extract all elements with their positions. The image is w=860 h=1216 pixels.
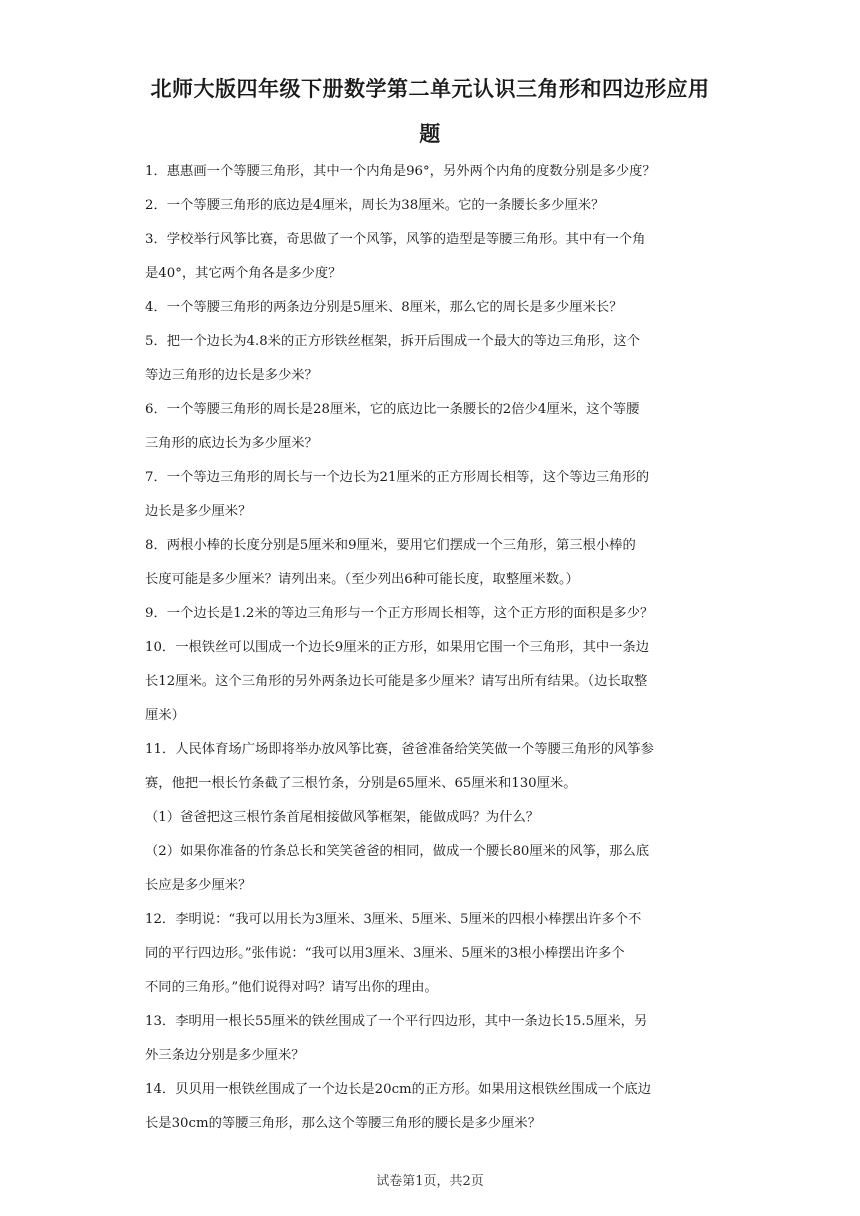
question-line: 1．惠惠画一个等腰三角形，其中一个内角是96°，另外两个内角的度数分别是多少度？ xyxy=(145,164,656,179)
question-line: 5．把一个边长为4.8米的正方形铁丝框架，拆开后围成一个最大的等边三角形，这个 xyxy=(145,334,640,349)
question-line: 长12厘米。这个三角形的另外两条边长可能是多少厘米？请写出所有结果。（边长取整 xyxy=(145,674,648,689)
question-line: 11．人民体育场广场即将举办放风筝比赛，爸爸准备给笑笑做一个等腰三角形的风筝参 xyxy=(145,742,654,757)
page-footer: 试卷第1页，共2页 xyxy=(376,1174,484,1189)
page-title-continued: 题 xyxy=(419,122,441,146)
question-line: 长度可能是多少厘米？请列出来。（至少列出6种可能长度，取整厘米数。） xyxy=(145,572,579,587)
question-line: 6．一个等腰三角形的周长是28厘米，它的底边比一条腰长的2倍少4厘米，这个等腰 xyxy=(145,402,640,417)
question-line: 同的平行四边形。”张伟说：“我可以用3厘米、3厘米、5厘米的3根小棒摆出许多个 xyxy=(145,946,625,961)
page-title: 北师大版四年级下册数学第二单元认识三角形和四边形应用 xyxy=(150,77,710,101)
question-line: 3．学校举行风筝比赛，奇思做了一个风筝，风筝的造型是等腰三角形。其中有一个角 xyxy=(145,232,646,247)
question-line: 厘米） xyxy=(145,708,185,723)
question-line: 等边三角形的边长是多少米？ xyxy=(145,368,318,383)
question-line: 赛，他把一根长竹条截了三根竹条，分别是65厘米、65厘米和130厘米。 xyxy=(145,776,577,791)
question-line: 是40°，其它两个角各是多少度？ xyxy=(145,266,342,281)
question-line: 10．一根铁丝可以围成一个边长9厘米的正方形，如果用它围一个三角形，其中一条边 xyxy=(145,640,650,655)
question-line: 边长是多少厘米？ xyxy=(145,504,252,519)
question-line: 4．一个等腰三角形的两条边分别是5厘米、8厘米，那么它的周长是多少厘米长？ xyxy=(145,300,623,315)
question-line: 2．一个等腰三角形的底边是4厘米，周长为38厘米。它的一条腰长多少厘米？ xyxy=(145,198,605,213)
question-line: 14．贝贝用一根铁丝围成了一个边长是20cm的正方形。如果用这根铁丝围成一个底边 xyxy=(145,1082,651,1097)
question-line: 13．李明用一根长55厘米的铁丝围成了一个平行四边形，其中一条边长15.5厘米，另 xyxy=(145,1014,648,1029)
question-line: 8．两根小棒的长度分别是5厘米和9厘米，要用它们摆成一个三角形，第三根小棒的 xyxy=(145,538,636,553)
question-line: （1）爸爸把这三根竹条首尾相接做风筝框架，能做成吗？为什么？ xyxy=(145,810,540,825)
question-list xyxy=(145,155,720,1141)
question-line: 不同的三角形。”他们说得对吗？请写出你的理由。 xyxy=(145,980,438,995)
question-line: （2）如果你准备的竹条总长和笑笑爸爸的相同，做成一个腰长80厘米的风筝，那么底 xyxy=(145,844,650,859)
question-line: 外三条边分别是多少厘米？ xyxy=(145,1048,305,1063)
question-line: 12．李明说：“我可以用长为3厘米、3厘米、5厘米、5厘米的四根小棒摆出许多个不 xyxy=(145,912,642,927)
question-line: 长应是多少厘米？ xyxy=(145,878,252,893)
question-line: 7．一个等边三角形的周长与一个边长为21厘米的正方形周长相等，这个等边三角形的 xyxy=(145,470,650,485)
question-line: 三角形的底边长为多少厘米？ xyxy=(145,436,318,451)
question-line: 长是30cm的等腰三角形，那么这个等腰三角形的腰长是多少厘米？ xyxy=(145,1116,541,1131)
question-line: 9．一个边长是1.2米的等边三角形与一个正方形周长相等，这个正方形的面积是多少？ xyxy=(145,606,654,621)
